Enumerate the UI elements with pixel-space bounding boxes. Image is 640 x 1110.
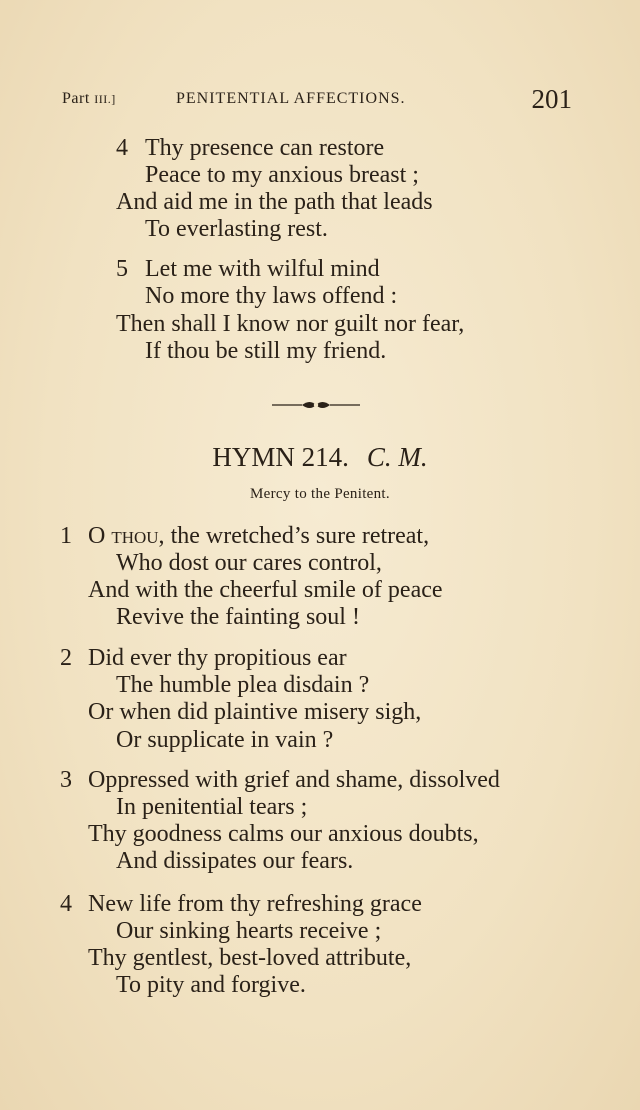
verse-line: Oppressed with grief and shame, dissolved [88, 767, 500, 793]
verse-line: To everlasting rest. [145, 216, 328, 242]
verse-line: And dissipates our fears. [116, 848, 354, 874]
verse-line: Or supplicate in vain ? [116, 727, 334, 753]
verse-line: Our sinking hearts receive ; [116, 918, 382, 944]
ornament-divider [272, 397, 360, 413]
verse-line: Let me with wilful mind [145, 256, 380, 282]
verse-line: And aid me in the path that leads [116, 189, 433, 215]
verse-line: Revive the fainting soul ! [116, 604, 360, 630]
verse-number: 5 [116, 256, 128, 282]
verse-line: Thy goodness calms our anxious doubts, [88, 821, 479, 847]
verse-number: 4 [60, 891, 72, 917]
verse-line: Thy gentlest, best-loved attribute, [88, 945, 412, 971]
verse-number: 2 [60, 645, 72, 671]
verse-line: In penitential tears ; [116, 794, 308, 820]
section-title: PENITENTIAL AFFECTIONS. [176, 90, 406, 107]
verse-line: To pity and forgive. [116, 972, 306, 998]
verse-number: 1 [60, 523, 72, 549]
verse-line: Thy presence can restore [145, 135, 385, 161]
verse-number: 3 [60, 767, 72, 793]
verse-number: 4 [116, 135, 128, 161]
verse-line: And with the cheerful smile of peace [88, 577, 443, 603]
first-word-small-caps: thou, [111, 523, 165, 549]
first-line [88, 522, 429, 550]
page-number: 201 [531, 84, 572, 114]
verse-line: Then shall I know nor guilt nor fear, [116, 311, 465, 337]
verse-line: The humble plea disdain ? [116, 672, 370, 698]
hymn-meter: C. M. [366, 442, 428, 472]
verse-line: No more thy laws offend : [145, 283, 398, 309]
verse-line: If thou be still my friend. [145, 338, 387, 364]
hymn-subtitle: Mercy to the Penitent. [250, 486, 390, 502]
verse-line: Who dost our cares control, [116, 550, 382, 576]
running-header [62, 84, 572, 116]
hymn-title [0, 442, 640, 473]
part-label [62, 90, 116, 108]
part-word: Part [62, 90, 90, 107]
first-line-rest: the wretched’s sure retreat, [164, 523, 430, 549]
verse-line: Peace to my anxious breast ; [145, 162, 419, 188]
part-number: III.] [94, 92, 116, 106]
first-word: O [88, 523, 106, 549]
hymn-number: HYMN 214. [212, 442, 349, 472]
verse-line: New life from thy refreshing grace [88, 891, 422, 917]
verse-line: Did ever thy propitious ear [88, 645, 347, 671]
verse-line: Or when did plaintive misery sigh, [88, 699, 422, 725]
